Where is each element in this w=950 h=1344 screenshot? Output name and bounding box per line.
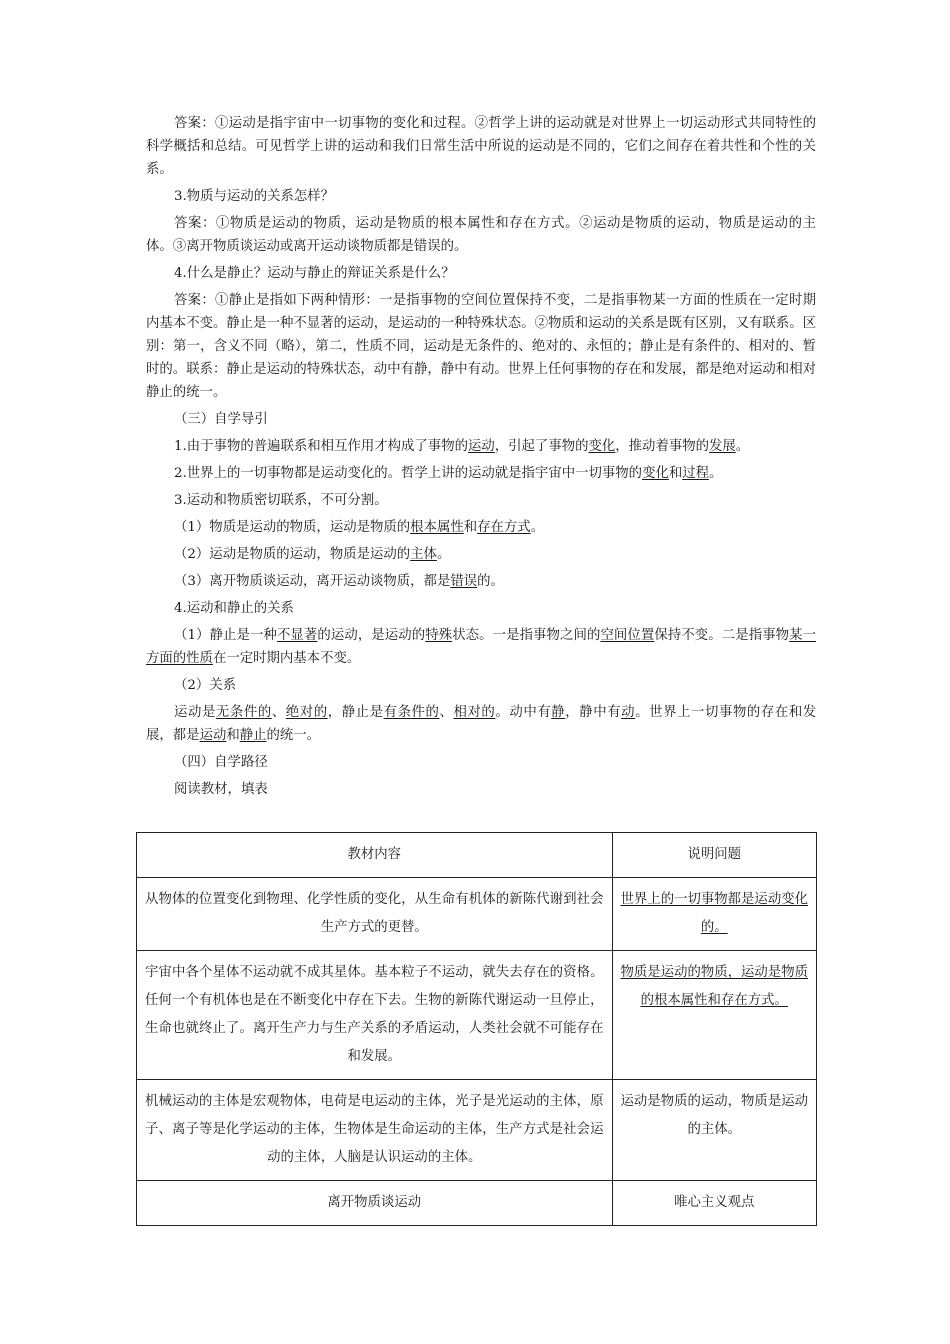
blank-answer: 发展 <box>709 439 736 454</box>
document-body <box>146 112 816 805</box>
blank-answer: 错误 <box>450 574 478 589</box>
blank-answer: 根本属性 <box>410 520 464 535</box>
guide-item-3-1: （1）物质是运动的物质，运动是物质的根本属性和存在方式。 <box>174 520 545 535</box>
blank-answer: 不显著 <box>276 628 318 643</box>
blank-answer: 静 <box>551 705 566 720</box>
blank-answer: 运动 <box>467 439 495 454</box>
blank-answer: 静止 <box>239 728 267 743</box>
blank-answer: 特殊 <box>425 628 453 643</box>
blank-answer: 无条件的 <box>215 705 272 720</box>
blank-answer: 绝对的 <box>285 705 328 720</box>
table-header-row <box>137 833 817 878</box>
guide-item-4-1: （1）静止是一种不显著的运动，是运动的特殊状态。一是指事物之间的空间位置保持不变。二是指事物某一方面的性质在一定时期内基本不变。 <box>146 628 817 666</box>
guide-item-4-2: （2）关系 <box>174 678 237 693</box>
table-row <box>137 1181 817 1226</box>
blank-answer: 某一方面的性质 <box>146 628 817 666</box>
table-row <box>137 951 817 1080</box>
blank-answer: 主体 <box>410 547 437 562</box>
row-content: 从物体的位置变化到物理、化学性质的变化，从生命有机体的新陈代谢到社会生产方式的更替。 <box>137 878 613 951</box>
blank-answer: 存在方式 <box>477 520 531 535</box>
guide-item-2: 2.世界上的一切事物都是运动变化的。哲学上讲的运动就是指宇宙中一切事物的变化和过程。 <box>174 466 723 481</box>
guide-item-3-3: （3）离开物质谈运动，离开运动谈物质，都是错误的。 <box>174 574 504 589</box>
answer-3: 答案：①物质是运动的物质，运动是物质的根本属性和存在方式。②运动是物质的运动，物质是运动的主体。③离开物质谈运动或离开运动谈物质都是错误的。 <box>146 216 816 254</box>
header-explanation: 说明问题 <box>612 833 816 878</box>
blank-answer: 变化 <box>588 439 616 454</box>
row-content: 宇宙中各个星体不运动就不成其星体。基本粒子不运动，就失去存在的资格。任何一个有机体也是在不断变化中存在下去。生物的新陈代谢运动一旦停止，生命也就终止了。离开生产力与生产关系的矛盾运动，人类社会就不可能存在和发展。 <box>137 951 613 1080</box>
study-table <box>136 832 817 1226</box>
row-answer: 运动是物质的运动，物质是运动的主体。 <box>612 1080 816 1181</box>
section-heading-4: （四）自学路径 <box>174 755 268 770</box>
guide-item-4: 4.运动和静止的关系 <box>174 601 294 616</box>
table-row <box>137 878 817 951</box>
row-content: 机械运动的主体是宏观物体，电荷是电运动的主体，光子是光运动的主体，原子、离子等是化学运动的主体，生物体是生命运动的主体，生产方式是社会运动的主体，人脑是认识运动的主体。 <box>137 1080 613 1181</box>
blank-answer: 空间位置 <box>600 628 655 643</box>
header-content: 教材内容 <box>137 833 613 878</box>
answer-4: 答案：①静止是指如下两种情形：一是指事物的空间位置保持不变，二是指事物某一方面的性质在一定时期内基本不变。静止是一种不显著的运动，是运动的一种特殊状态。②物质和运动的关系是既有区别，又有联系。区别：第一，含义不同（略），第二，性质不同，运动是无条件的、绝对的、永恒的；静止是有条件的、相对的、暂时的。联系：静止是运动的特殊状态，动中有静，静中有动。世界上任何事物的存在和发展，都是绝对运动和相对静止的统一。 <box>146 293 816 400</box>
blank-answer: 变化 <box>642 466 669 481</box>
guide-item-4-3: 运动是无条件的、绝对的，静止是有条件的、相对的。动中有静，静中有动。世界上一切事物的存在和发展，都是运动和静止的统一。 <box>146 705 817 743</box>
blank-answer: 动 <box>621 705 636 720</box>
row-answer: 物质是运动的物质，运动是物质的根本属性和存在方式。 <box>612 951 816 1080</box>
table-instruction: 阅读教材，填表 <box>174 782 268 797</box>
row-answer: 唯心主义观点 <box>612 1181 816 1226</box>
answer-2: 答案：①运动是指宇宙中一切事物的变化和过程。②哲学上讲的运动就是对世界上一切运动形式共同特性的科学概括和总结。可见哲学上讲的运动和我们日常生活中所说的运动是不同的，它们之间存在着共性和个性的关系。 <box>146 116 816 177</box>
guide-item-1: 1.由于事物的普遍联系和相互作用才构成了事物的运动，引起了事物的变化，推动着事物的发展。 <box>174 439 750 454</box>
blank-answer: 有条件的 <box>383 705 440 720</box>
row-answer: 世界上的一切事物都是运动变化的。 <box>612 878 816 951</box>
blank-answer: 运动 <box>199 728 227 743</box>
blank-answer: 相对的 <box>453 705 496 720</box>
question-3: 3.物质与运动的关系怎样？ <box>174 189 335 204</box>
question-4: 4.什么是静止？运动与静止的辩证关系是什么？ <box>174 266 455 281</box>
table-row <box>137 1080 817 1181</box>
guide-item-3: 3.运动和物质密切联系，不可分割。 <box>174 493 388 508</box>
blank-answer: 过程 <box>682 466 710 481</box>
section-heading-3: （三）自学导引 <box>174 412 268 427</box>
row-content: 离开物质谈运动 <box>137 1181 613 1226</box>
guide-item-3-2: （2）运动是物质的运动，物质是运动的主体。 <box>174 547 451 562</box>
